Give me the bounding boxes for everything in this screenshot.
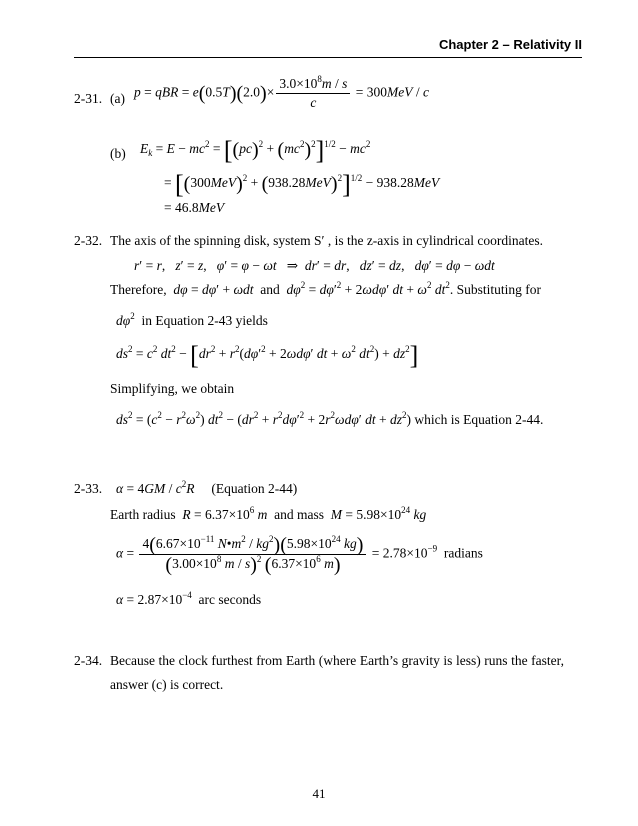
yields-text: in Equation 2-43 yields	[141, 313, 268, 328]
part-a-label: (a)	[110, 91, 125, 106]
equation-ref: (Equation 2-44)	[211, 481, 298, 496]
problem-number-2-32: 2-32.	[74, 233, 103, 248]
substituting-text: . Substituting for	[449, 282, 541, 297]
therefore-text: Therefore,	[110, 282, 167, 297]
earth-radius-text: Earth radius	[110, 507, 176, 522]
which-is-text: which is Equation 2-44.	[414, 412, 544, 427]
equation-2-32-transform: r′ = r, z′ = z, φ′ = φ − ωt ⇒ dr′ = dr, dz′ = dz, dφ′ = dφ − ωdt	[134, 258, 495, 273]
problem-2-32-yields-line: $d\varphi^2$ in Equation 2-43 yields	[116, 311, 268, 328]
header-rule	[74, 57, 582, 58]
equation-2-33-alpha: $\alpha = 4GM / c^2R$ (Equation 2-44)	[116, 479, 298, 496]
equation-2-32-ds2: $ds^2 = c^2$ $dt^2 - [dr^2 + r^2(d\varphi'^2 + 2\omega d\varphi'$ dt + $\omega^2$ $dt^2) + dz^2$]	[116, 341, 419, 370]
equation-2-31b-line3: = 46.8MeV	[164, 200, 225, 215]
earth-values-line: Earth radius $R = 6.37\times 10^6$ m and mass $M = 5.98\times 10^{24}$ kg	[110, 505, 427, 522]
equation-2-32-simplified: $ds^2 = (c^2 - r^2\omega^2) dt^2 - (dr^2 + r^2d\varphi'^2 + 2r^2\omega d\varphi'$ dt + $dz^2$) which is Equation 2-44.	[116, 410, 544, 427]
equation-2-31b-line2: = $[(300MeV)^2 + (938.28MeV)^2]^{1/2} - 938.28MeV$	[164, 170, 440, 199]
problem-2-32-therefore-line: Therefore, dφ = dφ′ + ωdt and $d\varphi^2 = d\varphi'^2 + 2\omega d\varphi'$ dt + $\omega^2$ $dt^2$. Substituting for	[110, 280, 541, 297]
problem-2-34-line2: answer (c) is correct.	[110, 677, 224, 692]
problem-2-34-line1: Because the clock furthest from Earth (where Earth’s gravity is less) runs the faster,	[110, 653, 564, 668]
and-mass-text: and mass	[274, 507, 324, 522]
part-b-label: (b)	[110, 146, 126, 161]
equation-2-33-arcsec: $\alpha = 2.87\times 10^{-4}$ arc seconds	[116, 590, 262, 607]
simplifying-text: Simplifying, we obtain	[110, 381, 235, 396]
and-text: and	[260, 282, 280, 297]
arc-seconds-text: arc seconds	[198, 592, 262, 607]
chapter-header: Chapter 2 – Relativity II	[438, 37, 582, 52]
equation-2-33-numeric: α = $\frac{4(6.67\times 10^{-11} N•m^2 / kg^2)(5.98\times 10^{24} kg)}{(3.00\times 10^8 m / s)^2 (6.37\times 10^6 m)}$ = $2.78\times 10^{-9}$ radians	[116, 534, 483, 576]
problem-number-2-34: 2-34.	[74, 653, 103, 668]
problem-number-2-31: 2-31.	[74, 91, 103, 106]
page-number: 41	[312, 786, 326, 801]
radians-text: radians	[443, 545, 483, 561]
equation-2-31a: p = qBR = e(0.5T)(2.0)× $\frac{3.0\times 10^8m / s}{c}$ = 300MeV / c	[134, 74, 429, 110]
equation-2-31b-line1: $E_k = E - mc^2 = [(pc)^2 + (mc^2)^2]^{1/2} - mc^2$	[140, 136, 371, 165]
problem-2-32-intro: The axis of the spinning disk, system S′ , is the z-axis in cylindrical coordinates.	[110, 233, 544, 248]
problem-number-2-33: 2-33.	[74, 481, 103, 496]
